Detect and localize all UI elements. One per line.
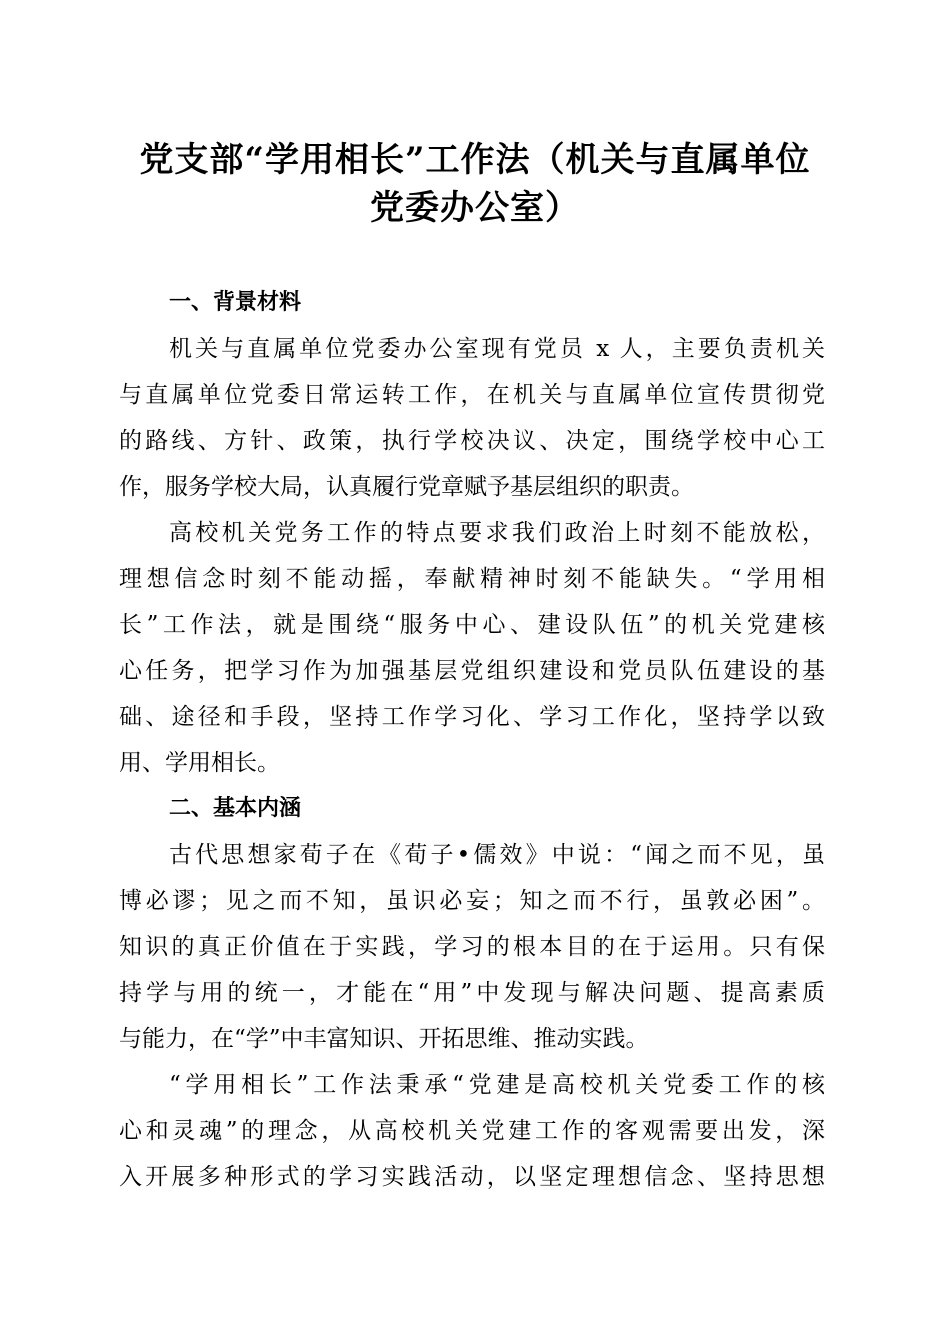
document-body: [119, 280, 825, 1200]
paragraph-connotation-2: [119, 1062, 825, 1200]
paragraph-line: 博必谬；见之而不知，虽识必妄；知之而不行，虽敦必困”。: [119, 888, 825, 914]
paragraph-background-2: [119, 510, 825, 786]
paragraph-background-1: [119, 326, 825, 510]
paragraph-line: 与能力，在“学”中丰富知识、开拓思维、推动实践。: [119, 1026, 649, 1052]
title-line: 党委办公室）: [370, 188, 580, 228]
paragraph-line: 础、途径和手段，坚持工作学习化、学习工作化，坚持学以致: [119, 704, 825, 730]
section-heading-background: 一、背景材料: [169, 290, 302, 315]
paragraph-line: 高校机关党务工作的特点要求我们政治上时刻不能放松，: [169, 520, 825, 546]
paragraph-line: 理想信念时刻不能动摇，奉献精神时刻不能缺失。“学用相: [119, 566, 825, 592]
paragraph-line: 知识的真正价值在于实践，学习的根本目的在于运用。只有保: [119, 934, 825, 960]
paragraph-line: 长”工作法，就是围绕“服务中心、建设队伍”的机关党建核: [119, 612, 825, 638]
paragraph-line: 作，服务学校大局，认真履行党章赋予基层组织的职责。: [119, 474, 694, 500]
section-heading-connotation: 二、基本内涵: [169, 796, 302, 821]
paragraph-line: “学用相长”工作法秉承“党建是高校机关党委工作的核: [169, 1072, 825, 1098]
paragraph-line: 的路线、方针、政策，执行学校决议、决定，围绕学校中心工: [119, 428, 825, 454]
paragraph-line: 入开展多种形式的学习实践活动，以坚定理想信念、坚持思想: [119, 1164, 825, 1190]
paragraph-line: 古代思想家荀子在《荀子•儒效》中说：“闻之而不见，虽: [169, 842, 825, 868]
paragraph-line: 心任务，把学习作为加强基层党组织建设和党员队伍建设的基: [119, 658, 825, 684]
paragraph-line: 用、学用相长。: [119, 750, 280, 776]
paragraph-line: 心和灵魂”的理念，从高校机关党建工作的客观需要出发，深: [119, 1118, 825, 1144]
paragraph-line: 机关与直属单位党委办公室现有党员 x 人，主要负责机关: [169, 336, 825, 362]
document-title: [100, 136, 850, 232]
title-line: 党支部“学用相长”工作法（机关与直属单位: [139, 140, 811, 180]
paragraph-connotation-1: [119, 832, 825, 1062]
paragraph-line: 与直属单位党委日常运转工作，在机关与直属单位宣传贯彻党: [119, 382, 825, 408]
paragraph-line: 持学与用的统一，才能在“用”中发现与解决问题、提高素质: [119, 980, 825, 1006]
